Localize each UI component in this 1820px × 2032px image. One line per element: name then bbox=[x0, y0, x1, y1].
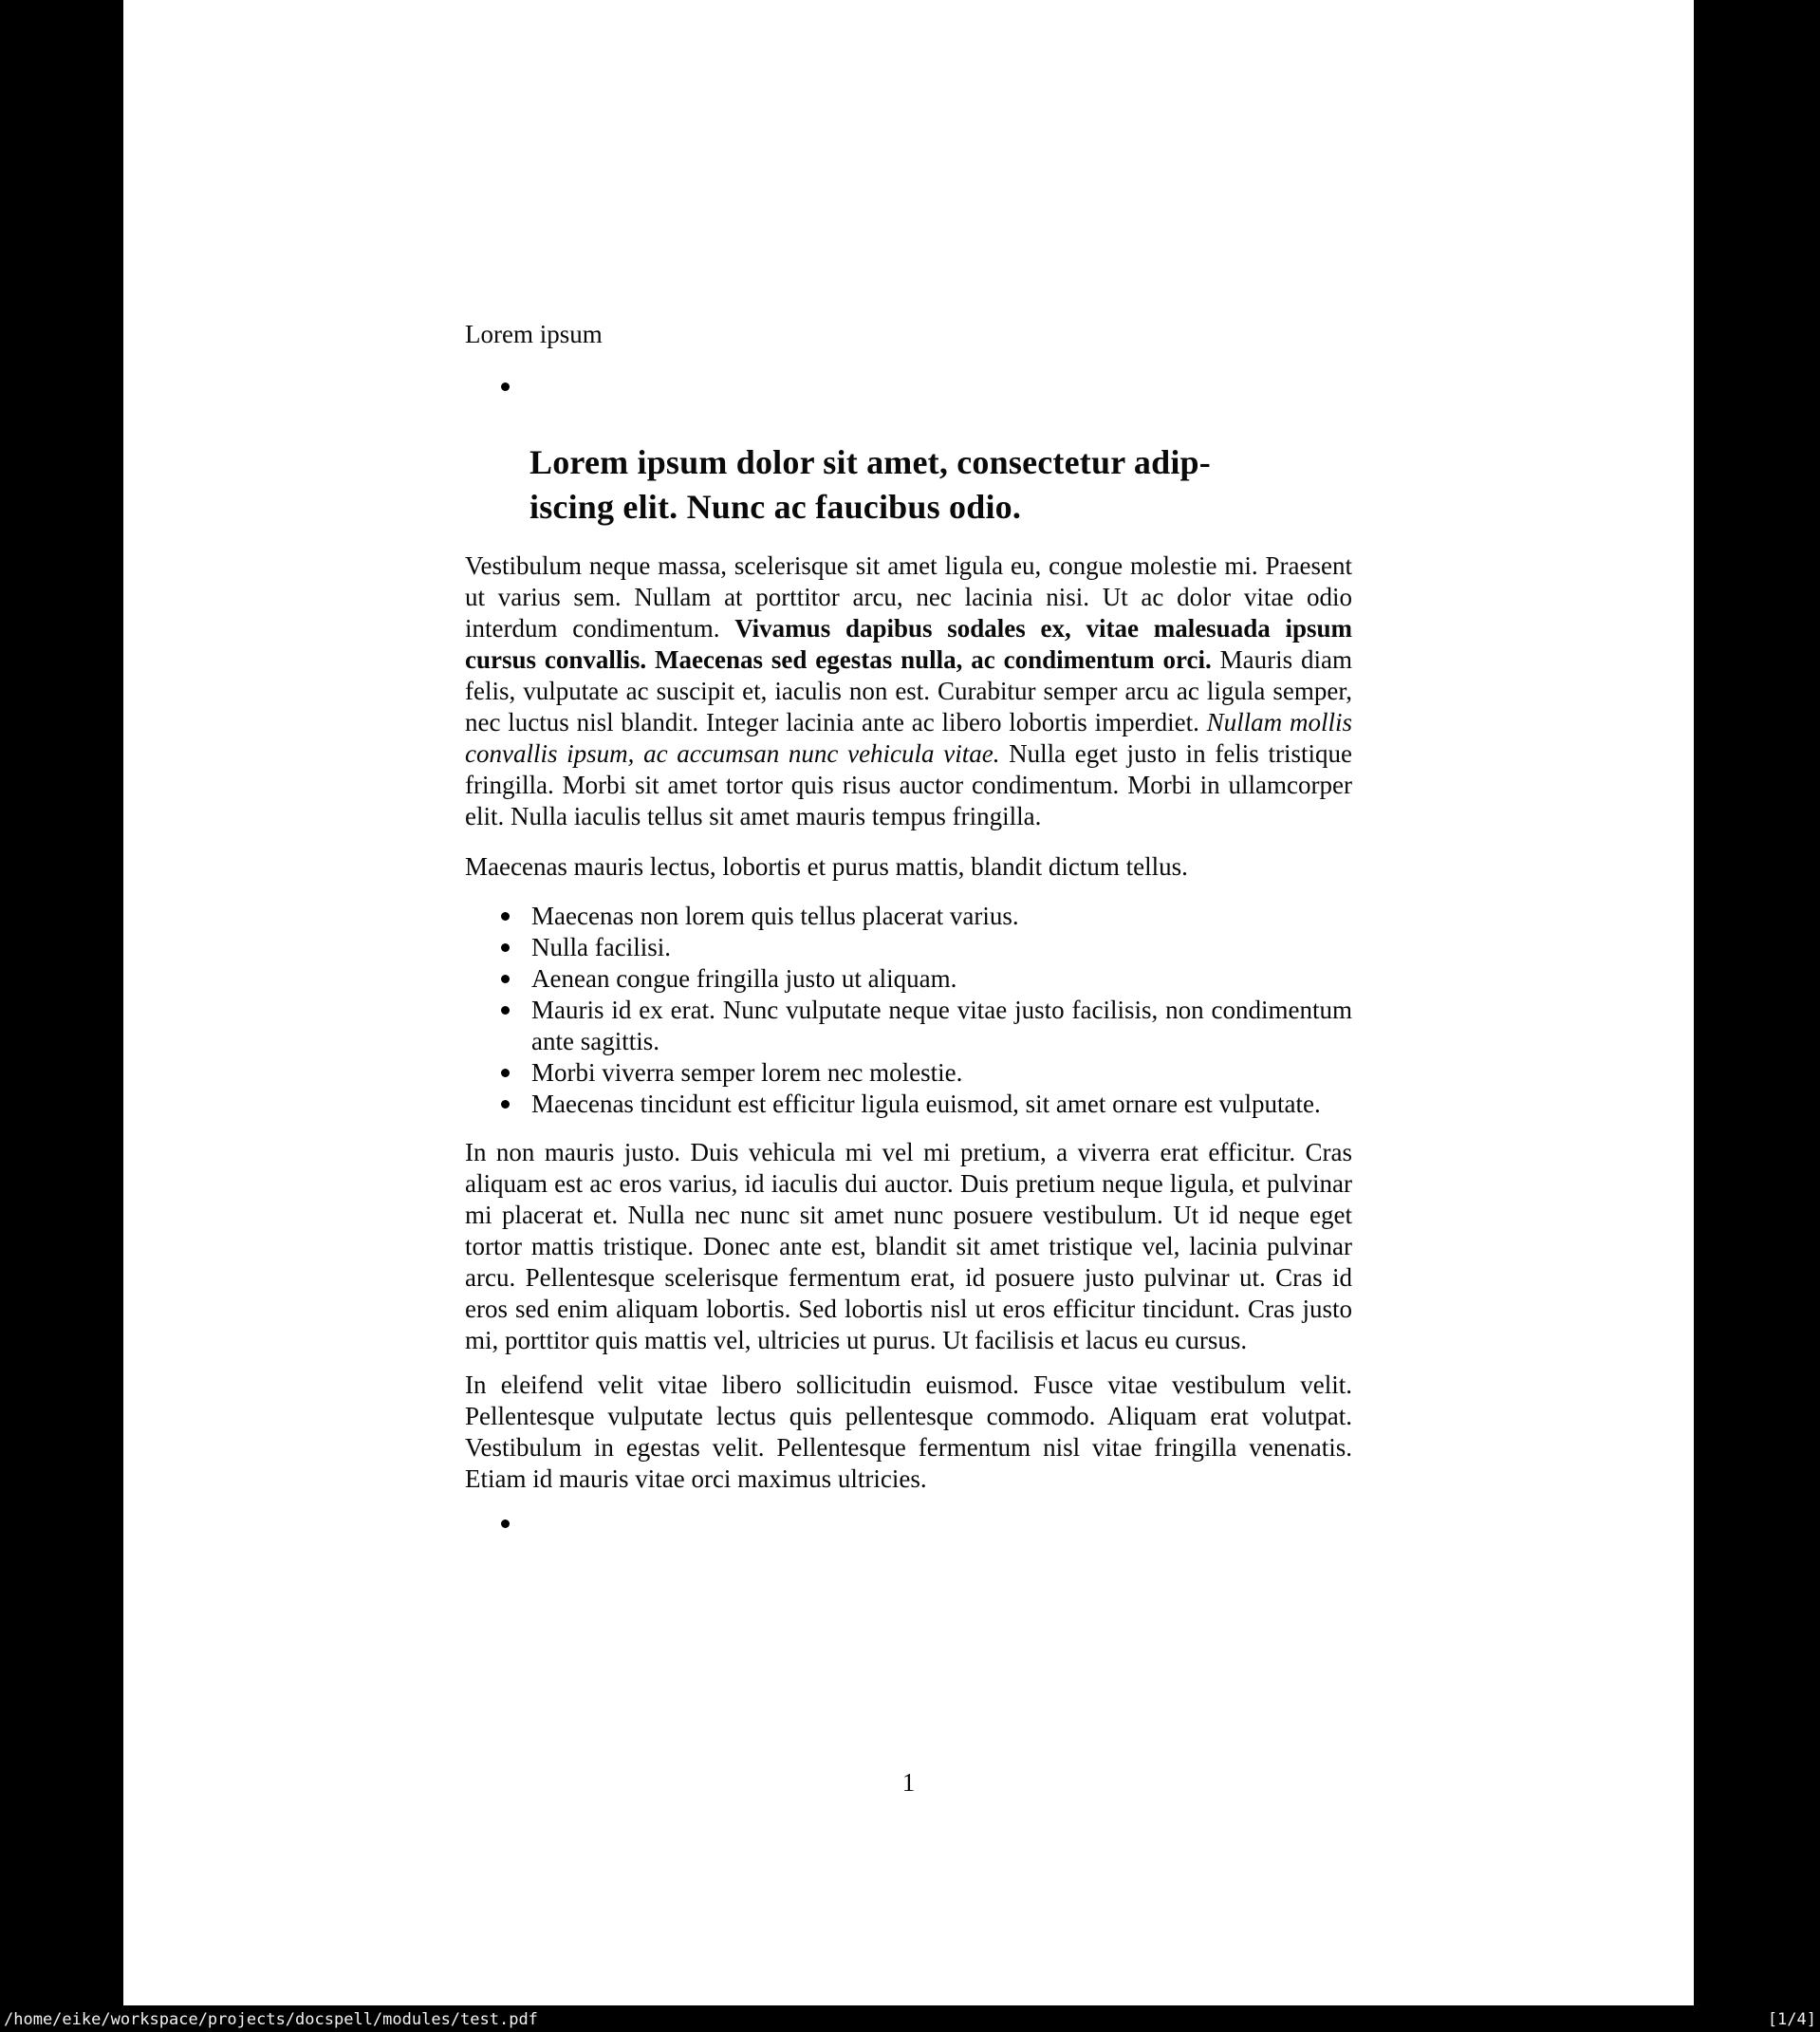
text-segment-bold: Vivamus dapibus sodales ex, vitae malesuada ipsum cursus convallis. Maecenas sed egestas nulla, ac condimentum orci. bbox=[465, 614, 1352, 674]
section-heading-line2: iscing elit. Nunc ac faucibus odio. bbox=[529, 488, 1022, 526]
text-segment-italic: Nullam mollis convallis ipsum, ac accumsan nunc vehicula vitae. bbox=[465, 708, 1352, 768]
empty-list-item bbox=[465, 371, 1352, 402]
bullet-icon bbox=[501, 975, 510, 983]
list-item-text: Mauris id ex erat. Nunc vulputate neque vitae justo facilisis, non condimentum ante sagittis. bbox=[531, 996, 1352, 1055]
bullet-icon bbox=[501, 912, 510, 921]
list-item bbox=[465, 901, 1352, 932]
section-heading-line1: Lorem ipsum dolor sit amet, consectetur adip- bbox=[529, 443, 1211, 481]
bullet-icon bbox=[501, 1100, 510, 1109]
document-content bbox=[465, 0, 1352, 1539]
empty-list-item bbox=[465, 1508, 1352, 1539]
paragraph-3: In non mauris justo. Duis vehicula mi vel mi pretium, a viverra erat efficitur. Cras aliquam est ac eros varius, id iaculis dui auctor. Duis pretium neque ligula, et pulvinar mi placerat et. Nulla nec nunc sit amet nunc posuere vestibulum. Ut id neque eget tortor mattis tristique. Donec ante est, blandit sit amet tristique vel, lacinia pulvinar arcu. Pellentesque scelerisque fermentum erat, id posuere justo pulvinar ut. Cras id eros sed enim aliquam lobortis. Sed lobortis nisl ut eros efficitur tincidunt. Cras justo mi, porttitor quis mattis vel, ultricies ut purus. Ut facilisis et lacus eu cursus. bbox=[465, 1138, 1352, 1354]
list-item bbox=[465, 995, 1352, 1057]
bullet-icon bbox=[501, 382, 510, 391]
list-item-text: Aenean congue fringilla justo ut aliquam. bbox=[531, 964, 957, 993]
text-segment-normal: Mauris diam felis, vulputate ac suscipit et, iaculis non est. Curabitur semper arcu ac ligula semper, nec luctus nisl blandit. Integer lacinia ante ac libero lobortis imperdiet. bbox=[465, 645, 1352, 736]
statusbar bbox=[0, 2006, 1820, 2032]
paragraph-2: Maecenas mauris lectus, lobortis et purus mattis, blandit dictum tellus. bbox=[465, 852, 1188, 881]
list-item-text: Nulla facilisi. bbox=[531, 933, 671, 961]
pdf-page[interactable] bbox=[123, 0, 1694, 2005]
list-item bbox=[465, 932, 1352, 963]
statusbar-filepath: /home/eike/workspace/projects/docspell/modules/test.pdf bbox=[4, 2009, 538, 2029]
paragraph-4: In eleifend velit vitae libero sollicitudin euismod. Fusce vitae vestibulum velit. Pellentesque vulputate lectus quis pellentesque commodo. Aliquam erat volutpat. Vestibulum in egestas velit. Pellentesque fermentum nisl vitae fringilla venenatis. Etiam id mauris vitae orci maximus ultricies. bbox=[465, 1370, 1352, 1493]
paragraph-1 bbox=[465, 550, 1352, 832]
text-segment-normal: Nulla eget justo in felis tristique fringilla. Morbi sit amet tortor quis risus auctor condimentum. Morbi in ullamcorper elit. Nulla iaculis tellus sit amet mauris tempus fringilla. bbox=[465, 739, 1352, 830]
text-segment-normal: Vestibulum neque massa, scelerisque sit amet ligula eu, congue molestie mi. Praesent ut varius sem. Nullam at porttitor arcu, nec lacinia nisi. Ut ac dolor vitae odio interdum condimentum. bbox=[465, 551, 1352, 643]
bullet-icon bbox=[501, 1006, 510, 1015]
list-item-text: Maecenas tincidunt est efficitur ligula euismod, sit amet ornare est vulputate. bbox=[531, 1090, 1321, 1118]
bullet-icon bbox=[501, 1519, 510, 1528]
intro-text: Lorem ipsum bbox=[465, 320, 603, 348]
bullet-icon bbox=[501, 943, 510, 952]
bullet-list bbox=[465, 901, 1352, 1120]
section-heading bbox=[529, 440, 1352, 530]
bullet-icon bbox=[501, 1069, 510, 1077]
page-number: 1 bbox=[901, 1768, 916, 1797]
list-item bbox=[465, 963, 1352, 995]
list-item bbox=[465, 1089, 1352, 1120]
list-item-text: Morbi viverra semper lorem nec molestie. bbox=[531, 1058, 963, 1087]
list-item-text: Maecenas non lorem quis tellus placerat varius. bbox=[531, 902, 1019, 930]
list-item bbox=[465, 1057, 1352, 1089]
statusbar-page-indicator: [1/4] bbox=[1767, 2009, 1816, 2029]
